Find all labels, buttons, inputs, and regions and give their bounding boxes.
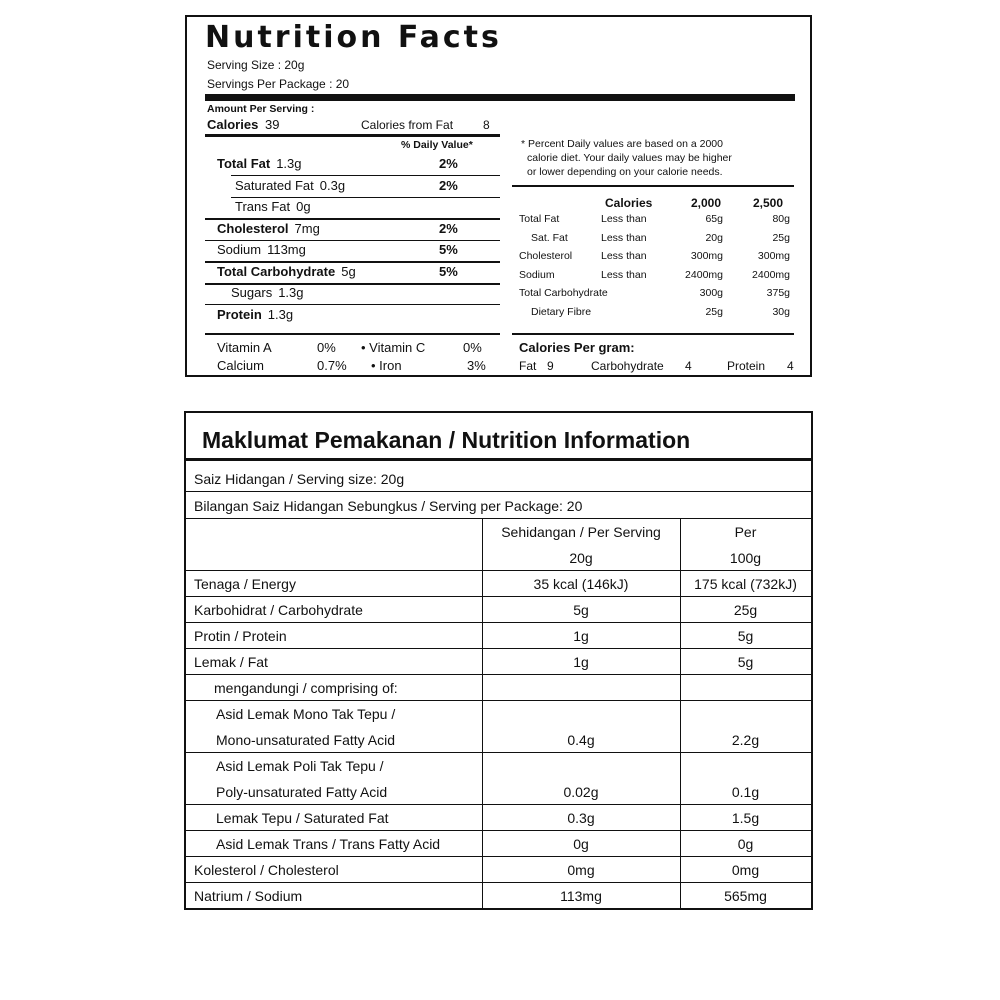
dv-table-2000: 2400mg xyxy=(685,268,723,281)
dv-table-label: Sodium xyxy=(519,268,555,281)
footnote-line: or lower depending on your calorie needs. xyxy=(527,166,723,178)
row-divider xyxy=(231,175,500,176)
nutrient-label: Protein xyxy=(217,306,262,322)
nutrient-amount: 7mg xyxy=(294,220,320,236)
nutrient-label: Total Carbohydrate xyxy=(217,263,336,279)
row-divider xyxy=(186,674,811,675)
dv-table-label: Sat. Fat xyxy=(531,231,568,244)
dv-table-label: Total Fat xyxy=(519,213,560,225)
dv-table-2500: 30g xyxy=(772,305,790,318)
dv-table-qualifier: Less than xyxy=(601,250,647,262)
dv-table-2000: 20g xyxy=(705,231,723,244)
dv-table-header: Calories xyxy=(605,196,653,210)
nutrition-information-title: Maklumat Pemakanan / Nutrition Information xyxy=(202,427,691,453)
carb-per-gram-label: Carbohydrate xyxy=(591,359,664,373)
servings-per-package: Bilangan Saiz Hidangan Sebungkus / Serving per Package: 20 xyxy=(194,498,583,514)
per-100g-value: 0mg xyxy=(731,862,760,878)
per-100g-value: 5g xyxy=(737,654,754,670)
per-100g-value: 1.5g xyxy=(731,810,760,826)
dv-table-2500: 2400mg xyxy=(752,268,790,281)
dv-table-header: 2,500 xyxy=(753,196,784,210)
nutrient-label: Cholesterol xyxy=(217,220,289,236)
per-serving-value: 5g xyxy=(573,602,589,618)
nutrient-label: Asid Lemak Mono Tak Tepu / xyxy=(216,706,396,722)
vitamin-c-label: • Vitamin C xyxy=(361,340,426,355)
nutrition-facts-panel xyxy=(185,15,812,377)
row-divider xyxy=(186,622,811,623)
per-serving-value: 35 kcal (146kJ) xyxy=(533,576,629,592)
nutrition-information-panel xyxy=(184,411,813,910)
nutrient-amount: 113mg xyxy=(267,242,306,257)
row-divider xyxy=(186,882,811,883)
protein-per-gram-value: 4 xyxy=(787,359,794,373)
row-divider xyxy=(186,596,811,597)
daily-value-percent: 2% xyxy=(439,177,458,193)
per-100g-value: 175 kcal (732kJ) xyxy=(694,576,797,592)
vitamin-a-label: Vitamin A xyxy=(217,340,272,355)
nutrient-label: Asid Lemak Poli Tak Tepu / xyxy=(216,758,384,774)
per-serving-value: 0.3g xyxy=(567,810,595,826)
dv-table-qualifier: Less than xyxy=(601,268,647,281)
row-divider xyxy=(205,218,500,220)
dv-table-label: Cholesterol xyxy=(519,250,573,262)
divider xyxy=(512,185,794,187)
calories-from-fat-value: 8 xyxy=(483,118,490,132)
nutrient-amount: 1.3g xyxy=(276,156,302,171)
protein-per-gram-label: Protein xyxy=(727,359,766,373)
nutrient-amount: 5g xyxy=(341,263,356,279)
nutrient-label: Karbohidrat / Carbohydrate xyxy=(194,602,363,618)
row-divider xyxy=(205,261,500,263)
vitamin-c-value: 0% xyxy=(463,340,482,355)
nutrient-amount: 0.3g xyxy=(319,177,346,193)
daily-value-percent: 5% xyxy=(439,263,458,279)
per-100g-value: 0.1g xyxy=(731,784,760,800)
nutrient-amount: 1.3g xyxy=(278,285,304,300)
daily-value-header: % Daily Value* xyxy=(401,139,473,151)
servings-per-package: Servings Per Package : 20 xyxy=(207,77,350,91)
daily-value-percent: 2% xyxy=(439,156,458,171)
nutrient-amount: 1.3g xyxy=(267,306,294,322)
row-divider xyxy=(186,752,811,753)
per-serving-value: 1g xyxy=(573,628,589,644)
dv-table-2500: 80g xyxy=(772,213,790,225)
nutrient-label: mengandungi / comprising of: xyxy=(214,680,398,696)
per-100g-value: 25g xyxy=(733,602,758,618)
fat-per-gram-value: 9 xyxy=(547,359,554,373)
row-divider xyxy=(186,804,811,805)
nutrient-label: Kolesterol / Cholesterol xyxy=(194,862,339,878)
divider xyxy=(186,491,811,492)
per-100g-value: 2.2g xyxy=(731,732,760,748)
row-divider xyxy=(205,240,500,241)
divider xyxy=(205,333,500,335)
row-divider xyxy=(186,570,811,571)
nutrient-label: Mono-unsaturated Fatty Acid xyxy=(216,732,395,748)
nutrient-label: Sugars xyxy=(231,285,273,300)
nutrient-label: Asid Lemak Trans / Trans Fatty Acid xyxy=(216,836,441,852)
dv-table-2000: 300mg xyxy=(690,250,723,262)
nutrient-label: Tenaga / Energy xyxy=(194,576,296,592)
dv-table-2000: 65g xyxy=(705,213,723,225)
calcium-label: Calcium xyxy=(217,358,264,373)
nutrient-label: Total Fat xyxy=(217,156,271,171)
divider xyxy=(512,333,794,335)
nutrient-label: Protin / Protein xyxy=(194,628,287,644)
row-divider xyxy=(186,856,811,857)
nutrient-label: Saturated Fat xyxy=(235,177,314,193)
per-100g-value: 0g xyxy=(737,836,754,852)
dv-table-label: Dietary Fibre xyxy=(531,305,592,318)
row-divider xyxy=(231,197,500,198)
dv-table-2500: 300mg xyxy=(757,250,790,262)
dv-table-header: 2,000 xyxy=(691,196,722,210)
daily-value-percent: 2% xyxy=(439,220,458,236)
nutrient-label: Sodium xyxy=(217,242,262,257)
vitamin-a-value: 0% xyxy=(317,340,336,355)
iron-label: • Iron xyxy=(371,358,402,373)
footnote-line: calorie diet. Your daily values may be higher xyxy=(527,152,732,164)
dv-table-2500: 25g xyxy=(772,231,790,244)
per-100g-value: 5g xyxy=(737,628,754,644)
calories-value: 39 xyxy=(265,117,280,132)
dv-table-2500: 375g xyxy=(766,287,790,299)
nutrient-amount: 0g xyxy=(296,199,311,214)
nutrition-facts-title: Nutrition Facts xyxy=(205,20,502,55)
amount-per-serving: Amount Per Serving : xyxy=(207,103,315,115)
nutrient-label: Poly-unsaturated Fatty Acid xyxy=(216,784,388,800)
dv-table-2000: 300g xyxy=(699,287,723,299)
column-header-per-100g: Per xyxy=(734,524,757,540)
per-serving-value: 0.02g xyxy=(563,784,599,800)
serving-size: Saiz Hidangan / Serving size: 20g xyxy=(194,471,405,487)
dv-table-2000: 25g xyxy=(705,305,723,318)
column-header-per-100g-amount: 100g xyxy=(729,550,762,566)
per-100g-value: 565mg xyxy=(724,888,767,904)
calories-label: Calories xyxy=(207,117,259,132)
fat-per-gram-label: Fat xyxy=(519,359,537,373)
carb-per-gram-value: 4 xyxy=(685,359,692,373)
iron-value: 3% xyxy=(467,358,486,373)
per-serving-value: 0.4g xyxy=(567,732,595,748)
thick-divider xyxy=(205,94,795,101)
row-divider xyxy=(205,304,500,305)
row-divider xyxy=(186,830,811,831)
daily-value-percent: 5% xyxy=(439,242,458,257)
per-serving-value: 0mg xyxy=(567,862,595,878)
calcium-value: 0.7% xyxy=(317,358,347,373)
per-serving-value: 1g xyxy=(573,654,589,670)
divider xyxy=(205,134,500,137)
serving-size: Serving Size : 20g xyxy=(207,58,305,72)
nutrient-label: Lemak Tepu / Saturated Fat xyxy=(216,810,389,826)
thick-divider xyxy=(186,458,811,461)
dv-table-qualifier: Less than xyxy=(601,213,647,225)
per-serving-value: 113mg xyxy=(560,888,602,904)
per-serving-value: 0g xyxy=(573,836,589,852)
column-header-per-serving: Sehidangan / Per Serving xyxy=(501,524,661,540)
footnote-line: * Percent Daily values are based on a 2000 xyxy=(521,138,723,150)
column-header-per-serving-amount: 20g xyxy=(569,550,593,566)
nutrient-label: Natrium / Sodium xyxy=(194,888,303,904)
row-divider xyxy=(186,700,811,701)
nutrient-label: Trans Fat xyxy=(235,199,291,214)
dv-table-label: Total Carbohydrate xyxy=(519,287,608,299)
nutrient-label: Lemak / Fat xyxy=(194,654,268,670)
calories-from-fat-label: Calories from Fat xyxy=(361,118,454,132)
dv-table-qualifier: Less than xyxy=(601,231,647,244)
row-divider xyxy=(186,648,811,649)
divider xyxy=(186,518,811,519)
calories-per-gram-label: Calories Per gram: xyxy=(519,340,635,355)
